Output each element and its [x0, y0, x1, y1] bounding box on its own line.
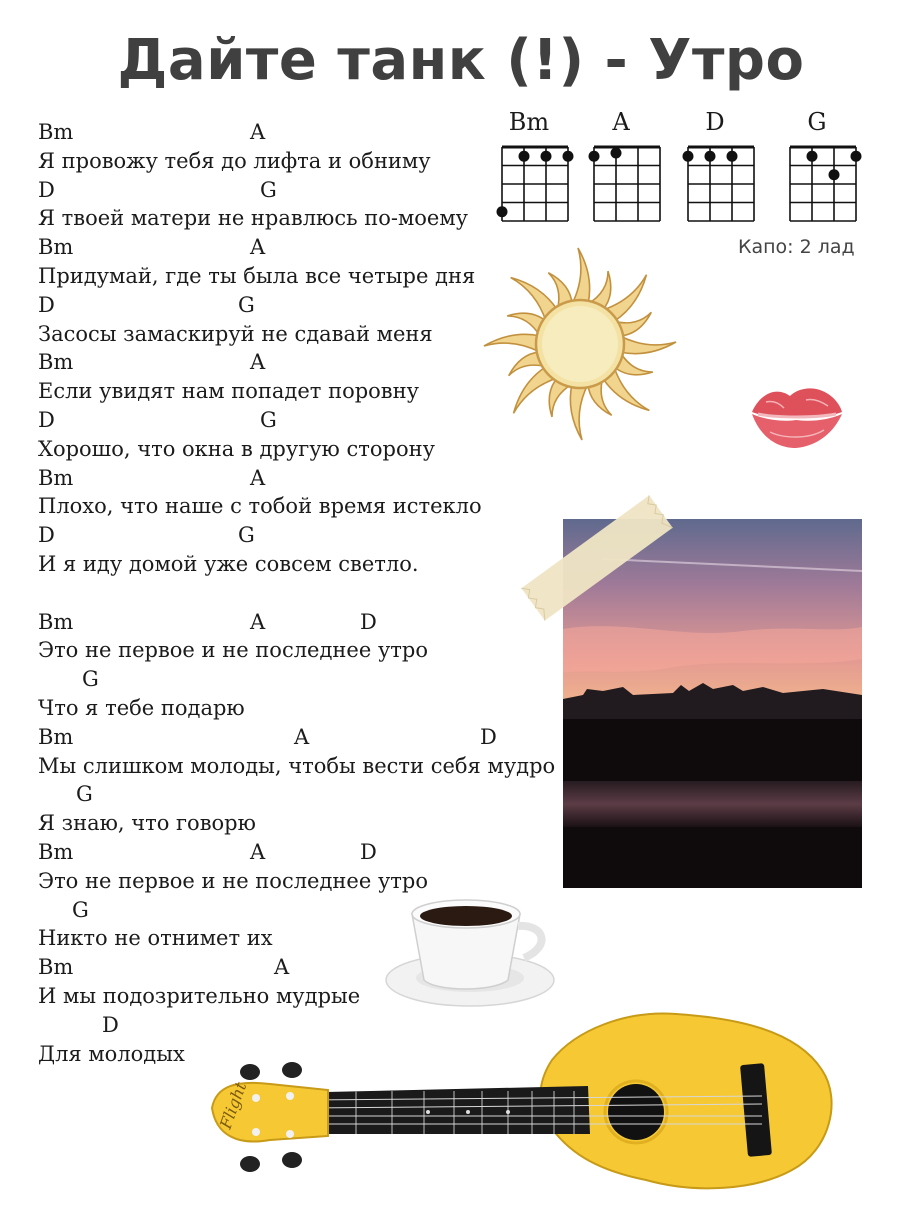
chord-label: D	[360, 839, 377, 864]
chord-diagram-grid	[490, 143, 574, 227]
lyric-text: Я знаю, что говорю	[38, 811, 256, 836]
sun-ray	[570, 384, 588, 440]
lyric-text: Я провожу тебя до лифта и обниму	[38, 148, 431, 173]
chord-label: A	[294, 724, 310, 749]
chord-label: G	[238, 523, 255, 548]
chord-label: Bm	[38, 724, 74, 749]
sun-illustration	[482, 244, 678, 444]
lyric-line	[38, 636, 578, 665]
finger-dot	[807, 151, 818, 162]
chord-label: D	[38, 407, 55, 432]
chord-label: A	[250, 465, 266, 490]
chord-label: G	[72, 897, 89, 922]
lyric-text: Что я тебе подарю	[38, 695, 245, 720]
lyric-text: Придумай, где ты была все четыре дня	[38, 263, 476, 288]
chord-label: G	[76, 782, 93, 807]
chord-label: D	[360, 609, 377, 634]
finger-dot	[541, 151, 552, 162]
chord-label: G	[260, 407, 277, 432]
chord-label: G	[82, 667, 99, 692]
chord-label: A	[250, 120, 266, 144]
coffee-cup-illustration	[384, 888, 560, 1012]
finger-dot	[829, 169, 840, 180]
chord-diagram-grid	[676, 143, 760, 227]
chord-label: D	[102, 1012, 119, 1037]
chord-line	[38, 838, 578, 867]
lyric-text: Это не первое и не последнее утро	[38, 868, 428, 893]
chord-label: D	[480, 724, 497, 749]
finger-dot	[727, 151, 738, 162]
chord-diagram-name: A	[612, 108, 630, 136]
chord-label: D	[38, 523, 55, 548]
chord-label: A	[250, 350, 266, 375]
sun-core	[542, 306, 618, 382]
lyric-line	[38, 492, 578, 521]
finger-dot	[563, 151, 574, 162]
chord-label: Bm	[38, 350, 74, 375]
finger-dot	[589, 151, 600, 162]
lyric-text: Если увидят нам попадет поровну	[38, 379, 419, 404]
sun-ray	[484, 334, 540, 352]
chord-label: G	[238, 292, 255, 317]
chord-label: A	[250, 839, 266, 864]
chord-label: D	[38, 292, 55, 317]
chord-diagram-name: D	[705, 108, 725, 136]
lyric-text: Плохо, что наше с тобой время истекло	[38, 494, 482, 519]
lyric-text: Хорошо, что окна в другую сторону	[38, 436, 435, 461]
lyric-text: Я твоей матери не нравлюсь по-моему	[38, 206, 469, 231]
chord-diagram-name: Bm	[508, 108, 550, 136]
chord-label: Bm	[38, 609, 74, 634]
chord-line	[38, 723, 578, 752]
lips-kiss-illustration	[746, 376, 846, 456]
finger-dot	[519, 151, 530, 162]
chord-label: Bm	[38, 235, 74, 260]
ukulele-illustration	[196, 1000, 836, 1200]
chord-label: A	[250, 609, 266, 634]
lyric-text: Это не первое и не последнее утро	[38, 638, 428, 663]
tape-strip-decoration	[514, 486, 680, 630]
lyric-text: Мы слишком молоды, чтобы вести себя мудро	[38, 753, 556, 778]
lyric-text: И мы подозрительно мудрые	[38, 983, 361, 1008]
sun-ray	[572, 248, 590, 304]
chord-label: A	[274, 955, 290, 980]
song-title: Дайте танк (!) - Утро	[117, 28, 805, 93]
lyric-line	[38, 809, 578, 838]
chord-label: G	[260, 177, 277, 202]
chord-diagram-name: G	[807, 108, 827, 136]
lyric-line	[38, 550, 578, 579]
chord-line	[38, 464, 578, 493]
finger-dot	[611, 148, 622, 159]
lyric-line	[38, 752, 578, 781]
chord-diagram-grid	[778, 143, 862, 227]
chord-label: A	[250, 235, 266, 260]
chord-line	[38, 608, 578, 637]
lyric-text: Засосы замаскируй не сдавай меня	[38, 321, 433, 346]
finger-dot	[705, 151, 716, 162]
chord-line	[38, 665, 578, 694]
chord-diagram-grid	[582, 143, 666, 227]
chord-label: Bm	[38, 120, 74, 144]
lyric-text: Для молодых	[38, 1041, 185, 1066]
lyric-line	[38, 694, 578, 723]
ukulele-brand-text: Flight	[215, 1079, 251, 1132]
lyric-text: И я иду домой уже совсем светло.	[38, 551, 419, 576]
verse-gap	[38, 579, 578, 608]
chord-label: Bm	[38, 955, 74, 980]
capo-note: Капо: 2 лад	[738, 236, 855, 258]
finger-dot	[683, 151, 694, 162]
lyric-text: Никто не отнимет их	[38, 926, 273, 951]
finger-dot	[497, 206, 508, 217]
chord-label: Bm	[38, 465, 74, 490]
sun-ray	[620, 336, 676, 354]
chord-label: D	[38, 177, 55, 202]
chord-label: Bm	[38, 839, 74, 864]
chord-line	[38, 780, 578, 809]
chord-line	[38, 521, 578, 550]
finger-dot	[851, 151, 862, 162]
